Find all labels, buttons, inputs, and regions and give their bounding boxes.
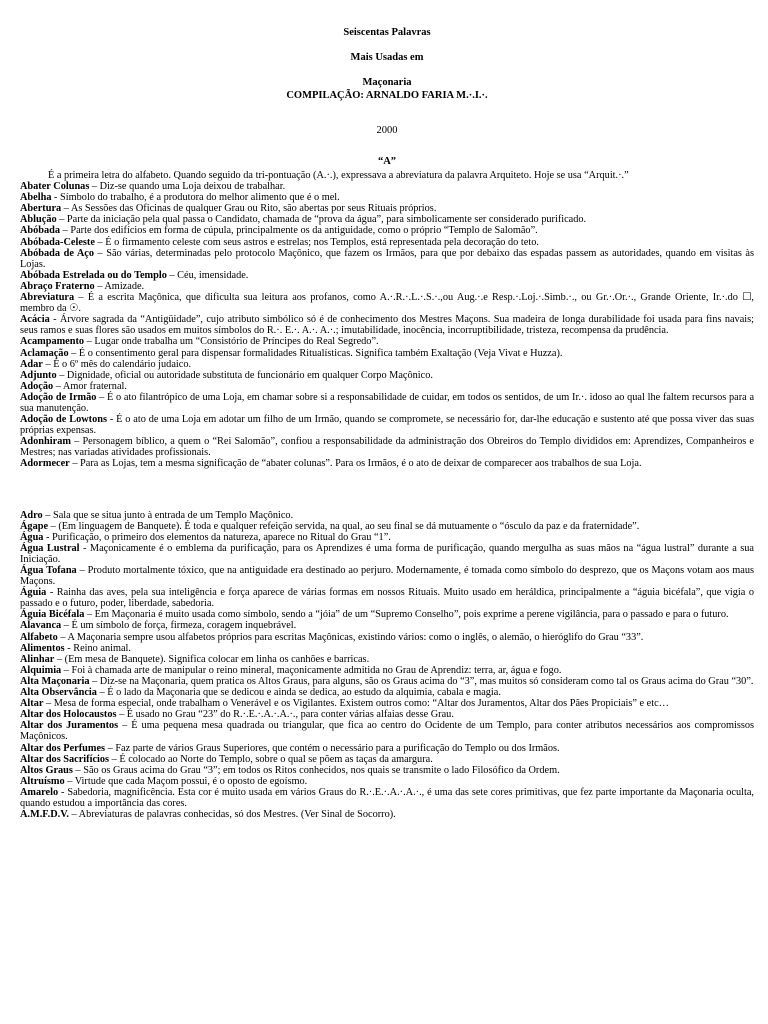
glossary-entry — [20, 348, 754, 359]
entry-definition: – Foi à chamada arte de manipular o reino mineral, maçonicamente admitida no Grau de Aprendiz: terra, ar, água e fogo. — [61, 664, 562, 676]
entry-term: Acácia — [20, 314, 50, 326]
entry-term: Abóbada Estrelada ou do Templo — [20, 269, 167, 281]
document-compiler: COMPILAÇÃO: ARNALDO FARIA M.·.I.·. — [286, 90, 488, 101]
entry-term: Água Lustral — [20, 542, 80, 554]
glossary-entry — [20, 687, 754, 698]
entry-definition: – É um símbolo de força, firmeza, coragem inquebrável. — [61, 620, 297, 632]
entry-term: Altruísmo — [20, 775, 65, 787]
glossary-entry — [20, 654, 754, 665]
entry-term: Abóbada de Aço — [20, 247, 95, 259]
entry-definition: - Rainha das aves, pela sua inteligência e força aparece de várias formas em nossos Rituais. Muito usado em heráldica, principalmente a “águia bicéfala”, que vigia o passado e o futuro, poder, liberdade, sabedoria. — [20, 587, 754, 610]
entry-definition: – Virtude que cada Maçom possui, é o oposto de egoísmo. — [64, 775, 308, 787]
glossary-entry — [20, 436, 754, 458]
entry-definition: – Abreviaturas de palavras conhecidas, só dos Mestres. (Ver Sinal de Socorro). — [68, 809, 396, 821]
entry-definition: – Diz-se na Maçonaria, quem pratica os Altos Graus, para alguns, são os Graus acima do “3”, mas muitos só consideram como tal os Graus acima do Grau “30”. — [89, 675, 754, 687]
entry-definition: - Símbolo do trabalho, é a produtora do melhor alimento que é o mel. — [51, 192, 340, 204]
entry-definition: – (Em mesa de Banquete). Significa colocar em linha os canhões e barricas. — [54, 653, 370, 665]
entry-definition: – Lugar onde trabalha um “Consistório de Príncipes do Real Segredo”. — [84, 336, 379, 348]
glossary-entry — [20, 698, 754, 709]
entry-term: Adormecer — [20, 458, 70, 470]
glossary-entry — [20, 665, 754, 676]
glossary-entry — [20, 754, 754, 765]
glossary-entry — [20, 720, 754, 742]
entry-term: Alimentos — [20, 642, 65, 654]
entry-term: Adoção de Irmão — [20, 391, 97, 403]
glossary-entry — [20, 532, 754, 543]
entry-term: Águia — [20, 587, 47, 599]
entry-definition: – Personagem bíblico, a quem o “Rei Salomão”, confiou a responsabilidade da administração dos Obreiros do Templo divididos em: Aprendizes, Companheiros e Mestres; nas variadas atividades profissionais. — [20, 436, 754, 459]
entry-term: Aclamação — [20, 347, 69, 359]
glossary-entry — [20, 214, 754, 225]
glossary-entry — [20, 809, 754, 820]
entry-definition: – É o consentimento geral para dispensar formalidades Ritualísticas. Significa também Exaltação (Veja Vivat e Huzza). — [68, 347, 563, 359]
entry-definition: – A Maçonaria sempre usou alfabetos próprios para escritas Maçônicas, existindo vários: como o inglês, o alemão, o hieróglifo do Grau “33”. — [57, 631, 644, 643]
entry-definition: - Maçonicamente é o emblema da purificação, para os Aprendizes é uma forma de purificação, quando mergulha as suas mãos na “água lustral” durante a sua Iniciação. — [20, 542, 754, 565]
entry-term: A.M.F.D.V. — [20, 809, 69, 821]
section-intro: É a primeira letra do alfabeto. Quando seguido da tri-pontuação (A.·.), expressava a abreviatura da palavra Arquiteto. Hoje se usa “Arquit.·.” — [48, 170, 629, 181]
entry-term: Altar dos Holocaustos — [20, 709, 117, 721]
glossary-entry — [20, 609, 754, 620]
entry-definition: - Sabedoria, magnificência. Esta cor é muito usada em vários Graus do R.·.E.·.A.·.A.·., é uma das sete cores primitivas, que fez parte importante da Maçonaria oculta, quando estudou a importância das cores. — [20, 786, 754, 809]
entry-definition: – As Sessões das Oficinas de qualquer Grau ou Rito, são abertas por seus Rituais próprios. — [61, 203, 437, 215]
entry-definition: - É o ato de uma Loja em adotar um filho de um Irmão, quando se compromete, se necessário for, dar-lhe educação e sustento até que possa viver das suas próprias expensas. — [20, 414, 754, 437]
glossary-entry — [20, 359, 754, 370]
glossary-part-2 — [20, 510, 754, 821]
glossary-entry — [20, 510, 754, 521]
glossary-entry — [20, 587, 754, 609]
glossary-entry — [20, 336, 754, 347]
entry-term: Adoção de Lowtons — [20, 414, 107, 426]
glossary-entry — [20, 181, 754, 192]
entry-definition: – São os Graus acima do Grau “3”; em todos os Ritos conhecidos, nos quais se transmite o lado Filosófico da Ordem. — [72, 764, 560, 776]
glossary-entry — [20, 314, 754, 336]
glossary-entry — [20, 458, 754, 469]
glossary-entry — [20, 709, 754, 720]
entry-term: Abertura — [20, 203, 62, 215]
entry-definition: – São várias, determinadas pelo protocolo Maçônico, que fazem os Irmãos, para que por debaixo das espadas passem as autoridades, quando em visitas às Lojas. — [20, 247, 755, 270]
glossary-entry — [20, 248, 754, 270]
entry-definition: – É o lado da Maçonaria que se dedicou e ainda se dedica, ao estudo da alquimia, cabala e magia. — [96, 687, 501, 699]
entry-term: Amarelo — [20, 786, 59, 798]
glossary-entry — [20, 203, 754, 214]
entry-term: Água Tofana — [20, 565, 77, 576]
glossary-entry — [20, 543, 754, 565]
glossary-entry — [20, 281, 754, 292]
entry-term: Adjunto — [20, 369, 57, 381]
glossary-entry — [20, 270, 754, 281]
entry-term: Abóbada-Celeste — [20, 236, 95, 248]
entry-term: Ablução — [20, 214, 57, 226]
glossary-entry — [20, 370, 754, 381]
glossary-entry — [20, 787, 754, 809]
entry-definition: – Parte da iniciação pela qual passa o Candidato, chamada de “prova da água”, para simbolicamente ser considerado purificado. — [56, 214, 587, 226]
glossary-entry — [20, 237, 754, 248]
entry-definition: – É usado no Grau “23” do R.·.E.·.A.·.A.·., para conter várias alfaias desse Grau. — [116, 709, 454, 721]
entry-term: Alta Observância — [20, 687, 97, 699]
glossary-entry — [20, 292, 754, 314]
entry-term: Alquimia — [20, 664, 62, 676]
entry-term: Abelha — [20, 192, 52, 204]
entry-definition: – Céu, imensidade. — [166, 269, 249, 281]
glossary-entry — [20, 676, 754, 687]
section-letter: “A” — [377, 156, 397, 167]
document-year: 2000 — [376, 125, 398, 136]
entry-term: Adoção — [20, 380, 54, 392]
entry-definition: – É o 6º mês do calendário judaico. — [42, 358, 192, 370]
entry-definition: – É a escrita Maçônica, que dificulta sua leitura aos profanos, como A.·.R.·.L.·.S.·.,ou Aug.·.e Resp.·.Loj.·.Simb.·., ou Gr.·.Or.·., Grande Oriente, Ir.·.do ☐, membro da ☉. — [20, 292, 754, 315]
glossary-part-1 — [20, 181, 754, 469]
glossary-entry — [20, 632, 754, 643]
entry-definition: - Reino animal. — [64, 642, 131, 654]
entry-definition: – Produto mortalmente tóxico, que na antiguidade era destinado ao perjuro. Modernamente, é tomada como símbolo do desprezo, que os Maçons votam aos maus Maçons. — [20, 565, 755, 588]
entry-term: Altar dos Perfumes — [20, 742, 106, 754]
entry-term: Água — [20, 531, 44, 543]
entry-definition: – É colocado ao Norte do Templo, sobre o qual se põem as taças da amargura. — [109, 753, 433, 765]
entry-definition: – Sala que se situa junto à entrada de um Templo Maçônico. — [42, 509, 294, 521]
document-title: Seiscentas Palavras — [343, 27, 431, 38]
entry-term: Adonhiram — [20, 436, 71, 448]
document-subtitle: Mais Usadas em — [350, 52, 424, 63]
entry-term: Altar dos Juramentos — [20, 720, 119, 732]
glossary-entry — [20, 192, 754, 203]
entry-term: Adro — [20, 509, 43, 521]
entry-definition: - Purificação, o primeiro dos elementos da natureza, aparece no Ritual do Grau “1”. — [43, 531, 391, 543]
glossary-entry — [20, 620, 754, 631]
entry-term: Alfabeto — [20, 631, 58, 643]
entry-definition: - Árvore sagrada da “Antigüidade”, cujo atributo simbólico só é de conhecimento dos Mestres Maçons. Sua madeira de longa durabilidade foi usada para fins navais; seus ramos e suas flores são usados em muitos símbolos do R.·. E.·. A.·. A.·.; imutabilidade, inocência, incorruptibilidade, tristeza, recompensa da prudência. — [20, 314, 754, 337]
entry-term: Abraço Fraterno — [20, 280, 95, 292]
page-gap — [20, 470, 754, 510]
document-topic: Maçonaria — [362, 77, 412, 88]
entry-definition: – Em Maçonaria é muito usada como símbolo, sendo a “jóia” de um “Supremo Conselho”, pois exprime a perene vigilância, para o passado e para o futuro. — [84, 609, 729, 621]
entry-definition: – Faz parte de vários Graus Superiores, que contém o necessário para a purificação do Templo ou dos Irmãos. — [105, 742, 560, 754]
entry-term: Águia Bicéfala — [20, 609, 85, 621]
entry-definition: – Dignidade, oficial ou autoridade substituta de funcionário em qualquer Corpo Maçônico. — [56, 369, 433, 381]
glossary-entries — [20, 170, 754, 820]
entry-definition: – Diz-se quando uma Loja deixou de trabalhar. — [89, 181, 286, 193]
entry-term: Altar — [20, 698, 44, 710]
entry-term: Altos Graus — [20, 764, 73, 776]
glossary-entry — [20, 565, 754, 587]
entry-term: Altar dos Sacrifícios — [20, 753, 110, 765]
glossary-entry — [20, 521, 754, 532]
entry-definition: – É o firmamento celeste com seus astros e estrelas; nos Templos, está representada pela decoração do teto. — [94, 236, 539, 248]
glossary-entry — [20, 743, 754, 754]
entry-term: Abater Colunas — [20, 181, 90, 193]
glossary-entry — [20, 392, 754, 414]
document-page — [20, 26, 754, 820]
glossary-entry — [20, 776, 754, 787]
entry-definition: – Amizade. — [94, 280, 145, 292]
entry-definition: – É o ato filantrópico de uma Loja, em chamar sobre si a responsabilidade de cuidar, em todos os sentidos, de um Ir.·. idoso ao qual lhe faltem recursos para a sua manutenção. — [20, 391, 755, 414]
glossary-entry — [20, 414, 754, 436]
entry-term: Ágape — [20, 520, 49, 532]
entry-term: Acampamento — [20, 336, 85, 348]
entry-definition: – É uma pequena mesa quadrada ou triangular, que fica ao centro do Ocidente de um Templo, para conter atributos necessários aos compromissos Maçônicos. — [20, 720, 755, 743]
glossary-entry — [20, 765, 754, 776]
entry-term: Adar — [20, 358, 43, 370]
entry-definition: – Parte dos edifícios em forma de cúpula, principalmente os da antiguidade, como o próprio “Templo de Salomão”. — [60, 225, 538, 237]
entry-term: Abóbada — [20, 225, 61, 237]
entry-term: Alavanca — [20, 620, 62, 632]
entry-definition: – Para as Lojas, tem a mesma significação de “abater colunas”. Para os Irmãos, é o ato de deixar de comparecer aos trabalhos de sua Loja. — [69, 458, 642, 470]
glossary-entry — [20, 381, 754, 392]
glossary-entry — [20, 225, 754, 236]
entry-definition: – (Em linguagem de Banquete). É toda e qualquer refeição servida, na qual, ao seu final se dá mutuamente o “ósculo da paz e da fraternidade”. — [48, 520, 640, 532]
entry-definition: – Mesa de forma especial, onde trabalham o Venerável e os Vigilantes. Existem outros como: “Altar dos Juramentos, Altar dos Pães Propiciais” e etc… — [43, 698, 669, 710]
entry-definition: – Amor fraternal. — [53, 380, 127, 392]
entry-term: Alinhar — [20, 653, 55, 665]
entry-term: Abreviatura — [20, 292, 75, 304]
entry-term: Alta Maçonaria — [20, 675, 90, 687]
glossary-entry — [20, 643, 754, 654]
